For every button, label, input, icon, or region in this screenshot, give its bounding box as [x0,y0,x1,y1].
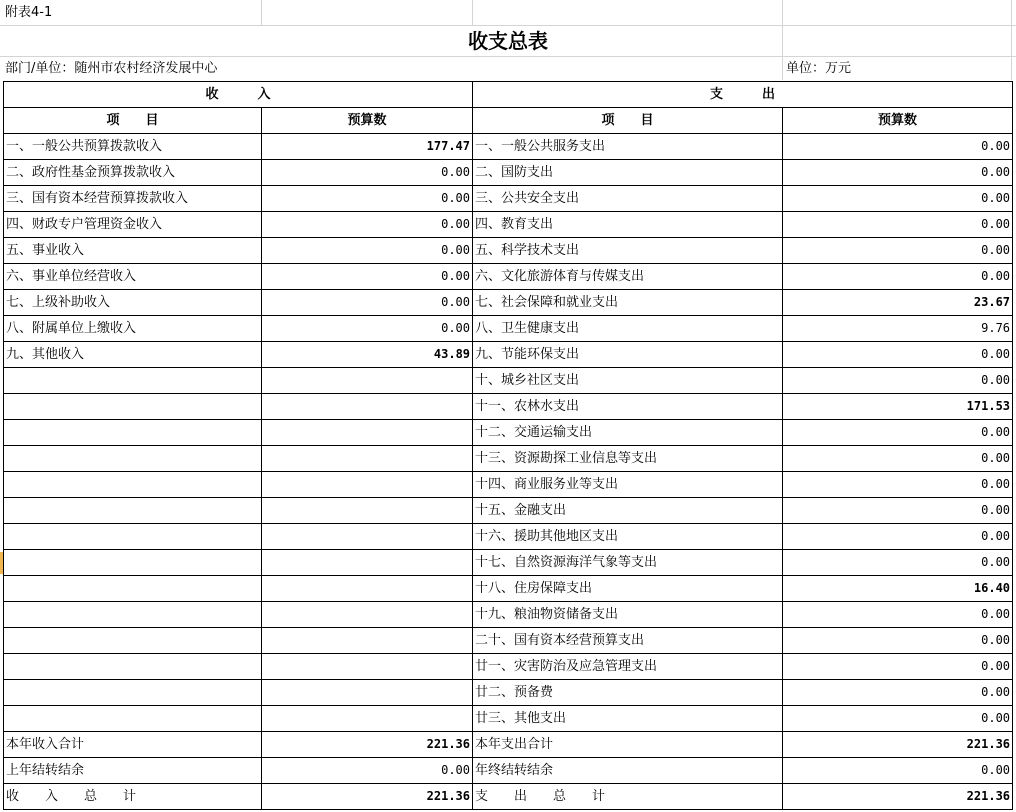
expense-item-cell[interactable]: 十三、资源勘探工业信息等支出 [473,446,783,472]
expense-item-cell[interactable]: 四、教育支出 [473,212,783,238]
income-item-cell[interactable] [4,628,262,654]
income-item-cell[interactable] [4,524,262,550]
income-item-cell[interactable] [4,446,262,472]
expense-budget-cell[interactable]: 0.00 [783,186,1013,212]
expense-budget-cell[interactable]: 0.00 [783,498,1013,524]
expense-budget-cell[interactable]: 0.00 [783,602,1013,628]
expense-budget-cell[interactable]: 171.53 [783,394,1013,420]
income-budget-cell[interactable] [262,368,473,394]
expense-item-cell[interactable]: 三、公共安全支出 [473,186,783,212]
expense-item-cell[interactable]: 廿一、灾害防治及应急管理支出 [473,654,783,680]
income-budget-cell[interactable] [262,602,473,628]
table-row [4,732,1013,758]
income-budget-cell[interactable] [262,576,473,602]
expense-item-cell[interactable]: 十六、援助其他地区支出 [473,524,783,550]
expense-item-cell[interactable]: 七、社会保障和就业支出 [473,290,783,316]
income-item-cell[interactable]: 九、其他收入 [4,342,262,368]
table-row [4,316,1013,342]
income-item-cell[interactable] [4,576,262,602]
table-row [4,446,1013,472]
income-budget-cell[interactable]: 43.89 [262,342,473,368]
expense-budget-cell[interactable]: 16.40 [783,576,1013,602]
income-budget-cell[interactable] [262,498,473,524]
income-item-cell[interactable] [4,602,262,628]
expense-budget-cell[interactable]: 0.00 [783,134,1013,160]
expense-budget-cell[interactable]: 0.00 [783,654,1013,680]
gridline [472,0,473,25]
income-item-header-cell[interactable]: 项 目 [4,108,262,134]
expense-header-cell[interactable]: 支 出 [473,82,1013,108]
table-row [4,342,1013,368]
income-item-cell[interactable]: 六、事业单位经营收入 [4,264,262,290]
income-budget-cell[interactable] [262,524,473,550]
income-budget-cell[interactable] [262,550,473,576]
expense-budget-cell[interactable]: 0.00 [783,368,1013,394]
income-budget-cell[interactable]: 221.36 [262,732,473,758]
income-item-cell[interactable]: 八、附属单位上缴收入 [4,316,262,342]
expense-budget-cell[interactable]: 0.00 [783,550,1013,576]
income-budget-cell[interactable] [262,654,473,680]
expense-budget-header-cell[interactable]: 预算数 [783,108,1013,134]
income-item-cell[interactable] [4,550,262,576]
expense-item-cell[interactable]: 十四、商业服务业等支出 [473,472,783,498]
expense-item-cell[interactable]: 十、城乡社区支出 [473,368,783,394]
income-budget-cell[interactable] [262,394,473,420]
expense-budget-cell[interactable]: 0.00 [783,706,1013,732]
table-row [4,784,1013,810]
expense-budget-cell[interactable]: 23.67 [783,290,1013,316]
income-budget-cell[interactable]: 177.47 [262,134,473,160]
income-budget-cell[interactable]: 0.00 [262,264,473,290]
expense-budget-cell[interactable]: 0.00 [783,160,1013,186]
income-item-cell[interactable]: 上年结转结余 [4,758,262,784]
income-budget-cell[interactable] [262,628,473,654]
table-row [4,498,1013,524]
table-row [4,472,1013,498]
expense-budget-cell[interactable]: 0.00 [783,628,1013,654]
income-item-cell[interactable]: 七、上级补助收入 [4,290,262,316]
expense-item-cell[interactable]: 六、文化旅游体育与传媒支出 [473,264,783,290]
expense-item-cell[interactable]: 十五、金融支出 [473,498,783,524]
income-budget-cell[interactable]: 0.00 [262,238,473,264]
income-budget-cell[interactable]: 0.00 [262,316,473,342]
expense-item-cell[interactable]: 十八、住房保障支出 [473,576,783,602]
income-budget-cell[interactable]: 0.00 [262,212,473,238]
income-budget-cell[interactable]: 0.00 [262,758,473,784]
expense-item-cell[interactable]: 五、科学技术支出 [473,238,783,264]
expense-budget-cell[interactable]: 0.00 [783,446,1013,472]
income-header-cell[interactable]: 收 入 [4,82,473,108]
gridline [261,0,262,25]
table-row [4,654,1013,680]
table-row [4,602,1013,628]
expense-item-cell[interactable]: 本年支出合计 [473,732,783,758]
table-row [4,238,1013,264]
income-item-cell[interactable] [4,472,262,498]
table-row [4,524,1013,550]
sheet-title[interactable]: 收支总表 [468,29,548,53]
expense-item-cell[interactable]: 廿三、其他支出 [473,706,783,732]
department-label[interactable]: 部门/单位：随州市农村经济发展中心 [5,61,218,76]
table-row [4,628,1013,654]
income-budget-cell[interactable]: 0.00 [262,160,473,186]
expense-budget-cell[interactable]: 0.00 [783,472,1013,498]
income-budget-cell[interactable] [262,706,473,732]
income-item-cell[interactable]: 一、一般公共预算拨款收入 [4,134,262,160]
table-row [4,160,1013,186]
table-row [4,394,1013,420]
expense-item-cell[interactable]: 二十、国有资本经营预算支出 [473,628,783,654]
income-budget-header-cell[interactable]: 预算数 [262,108,473,134]
expense-budget-cell[interactable]: 0.00 [783,342,1013,368]
income-item-cell[interactable] [4,706,262,732]
budget-summary-table [3,81,1013,810]
income-item-cell[interactable]: 二、政府性基金预算拨款收入 [4,160,262,186]
income-budget-cell[interactable] [262,680,473,706]
income-item-cell[interactable] [4,654,262,680]
income-budget-cell[interactable] [262,446,473,472]
table-row [4,212,1013,238]
unit-label[interactable]: 单位：万元 [786,61,852,76]
column-header-row [4,108,1013,134]
table-row [4,706,1013,732]
table-row [4,420,1013,446]
expense-item-cell[interactable]: 二、国防支出 [473,160,783,186]
appendix-label[interactable]: 附表4-1 [5,5,53,20]
income-item-cell[interactable] [4,680,262,706]
income-budget-cell[interactable] [262,472,473,498]
income-budget-cell[interactable]: 0.00 [262,290,473,316]
expense-item-cell[interactable]: 十一、农林水支出 [473,394,783,420]
expense-item-cell[interactable]: 十二、交通运输支出 [473,420,783,446]
expense-budget-cell[interactable]: 0.00 [783,524,1013,550]
income-item-cell[interactable] [4,368,262,394]
expense-budget-cell[interactable]: 9.76 [783,316,1013,342]
table-row [4,550,1013,576]
income-budget-cell[interactable]: 221.36 [262,784,473,810]
expense-budget-cell[interactable]: 0.00 [783,758,1013,784]
table-row [4,758,1013,784]
expense-budget-cell[interactable]: 0.00 [783,238,1013,264]
table-row [4,576,1013,602]
table-row [4,680,1013,706]
expense-budget-cell[interactable]: 0.00 [783,420,1013,446]
table-row [4,134,1013,160]
expense-item-cell[interactable]: 支 出 总 计 [473,784,783,810]
expense-item-cell[interactable]: 十七、自然资源海洋气象等支出 [473,550,783,576]
section-header-row [4,82,1013,108]
income-item-cell[interactable] [4,420,262,446]
expense-item-cell[interactable]: 廿二、预备费 [473,680,783,706]
expense-item-cell[interactable]: 八、卫生健康支出 [473,316,783,342]
income-item-cell[interactable]: 本年收入合计 [4,732,262,758]
expense-item-cell[interactable]: 九、节能环保支出 [473,342,783,368]
expense-budget-cell[interactable]: 0.00 [783,212,1013,238]
table-row [4,368,1013,394]
expense-budget-cell[interactable]: 0.00 [783,680,1013,706]
expense-item-cell[interactable]: 一、一般公共服务支出 [473,134,783,160]
income-item-cell[interactable] [4,394,262,420]
table-row [4,264,1013,290]
income-item-cell[interactable]: 收 入 总 计 [4,784,262,810]
income-item-cell[interactable]: 三、国有资本经营预算拨款收入 [4,186,262,212]
expense-item-header-cell[interactable]: 项 目 [473,108,783,134]
expense-budget-cell[interactable]: 221.36 [783,784,1013,810]
expense-item-cell[interactable]: 十九、粮油物资储备支出 [473,602,783,628]
expense-budget-cell[interactable]: 0.00 [783,264,1013,290]
income-item-cell[interactable]: 五、事业收入 [4,238,262,264]
income-item-cell[interactable]: 四、财政专户管理资金收入 [4,212,262,238]
table-row [4,186,1013,212]
income-budget-cell[interactable] [262,420,473,446]
table-row [4,290,1013,316]
expense-budget-cell[interactable]: 221.36 [783,732,1013,758]
expense-item-cell[interactable]: 年终结转结余 [473,758,783,784]
income-item-cell[interactable] [4,498,262,524]
income-budget-cell[interactable]: 0.00 [262,186,473,212]
